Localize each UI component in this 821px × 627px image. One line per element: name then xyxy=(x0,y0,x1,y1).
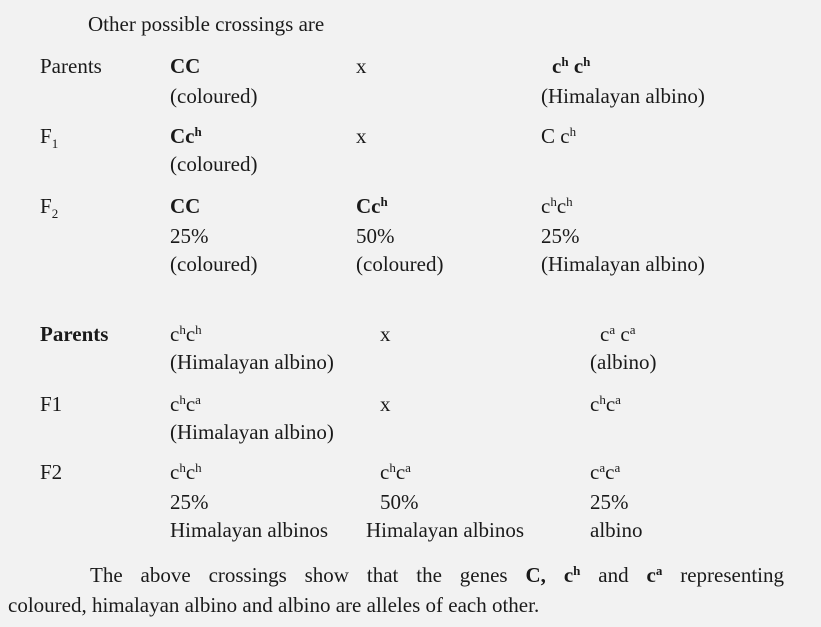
cross1-f2-label: $F_2$ xyxy=(40,194,59,221)
cross2-parents-cross-sign: x xyxy=(380,322,391,346)
cross1-f1-label: $F_1$ xyxy=(40,124,59,151)
cross2-f1-genotype-right: $c^hc^a$ xyxy=(590,392,621,416)
conclusion-paragraph xyxy=(8,560,784,620)
cross1-f2-percent-c: 25% xyxy=(541,224,580,248)
intro-text: Other possible crossings are xyxy=(88,12,325,36)
cross1-parent2-phenotype: (Himalayan albino) xyxy=(541,84,705,108)
cross1-f1-genotype-right: C $c^h$ xyxy=(541,124,577,148)
cross2-f2-percent-c: 25% xyxy=(590,490,629,514)
cross2-f2-phenotype-a: Himalayan albinos xyxy=(170,518,329,542)
cross1-f2-percent-a: 25% xyxy=(170,224,209,248)
cross1-f2-phenotype-c: (Himalayan albino) xyxy=(541,252,705,276)
cross1-parent1-phenotype: (coloured) xyxy=(170,84,258,108)
cross1-f2-genotype-c: $c^hc^h$ xyxy=(541,194,573,218)
cross1-parents-cross-sign: x xyxy=(356,54,367,78)
cross2-f2-genotype-a: $c^hc^h$ xyxy=(170,460,202,484)
conclusion-line-1: The above crossings show that the genes C, $c^h$ and $c^a$ representing xyxy=(90,563,784,587)
cross2-parents-label: Parents xyxy=(40,322,109,346)
conclusion-line-2: coloured, himalayan albino and albino are alleles of each other. xyxy=(8,593,540,617)
cross2-f2-genotype-c: $c^ac^a$ xyxy=(590,460,621,484)
cross1-f1-phenotype: (coloured) xyxy=(170,152,258,176)
cross1-f1-genotype-left: Cc$^h$ xyxy=(170,124,202,148)
cross1-parent1-genotype: CC xyxy=(170,54,201,78)
cross2-f1-label: F1 xyxy=(40,392,63,416)
cross2-parent1-genotype: $c^hc^h$ xyxy=(170,322,202,346)
cross1-f2-phenotype-b: (coloured) xyxy=(356,252,444,276)
cross2-f1-cross-sign: x xyxy=(380,392,391,416)
cross2-parent2-genotype: $c^a$ $c^a$ xyxy=(600,322,636,346)
cross1-f2-percent-b: 50% xyxy=(356,224,395,248)
cross2-f2-phenotype-c: albino xyxy=(590,518,643,542)
cross2-parent2-phenotype: (albino) xyxy=(590,350,657,374)
cross2-f2-phenotype-b: Himalayan albinos xyxy=(366,518,525,542)
cross1-parents-label: Parents xyxy=(40,54,102,78)
cross2-f2-percent-a: 25% xyxy=(170,490,209,514)
cross2-parent1-phenotype: (Himalayan albino) xyxy=(170,350,334,374)
cross2-f1-genotype-left: $c^hc^a$ xyxy=(170,392,201,416)
cross1-f2-phenotype-a: (coloured) xyxy=(170,252,258,276)
cross1-f2-genotype-b: Cc$^h$ xyxy=(356,194,388,218)
cross2-f2-percent-b: 50% xyxy=(380,490,419,514)
cross2-f2-genotype-b: $c^hc^a$ xyxy=(380,460,411,484)
cross2-f2-label: F2 xyxy=(40,460,63,484)
cross1-parent2-genotype: $c^h$ $c^h$ xyxy=(552,54,591,78)
cross1-f2-genotype-a: CC xyxy=(170,194,201,218)
cross1-f1-cross-sign: x xyxy=(356,124,367,148)
cross2-f1-phenotype: (Himalayan albino) xyxy=(170,420,334,444)
